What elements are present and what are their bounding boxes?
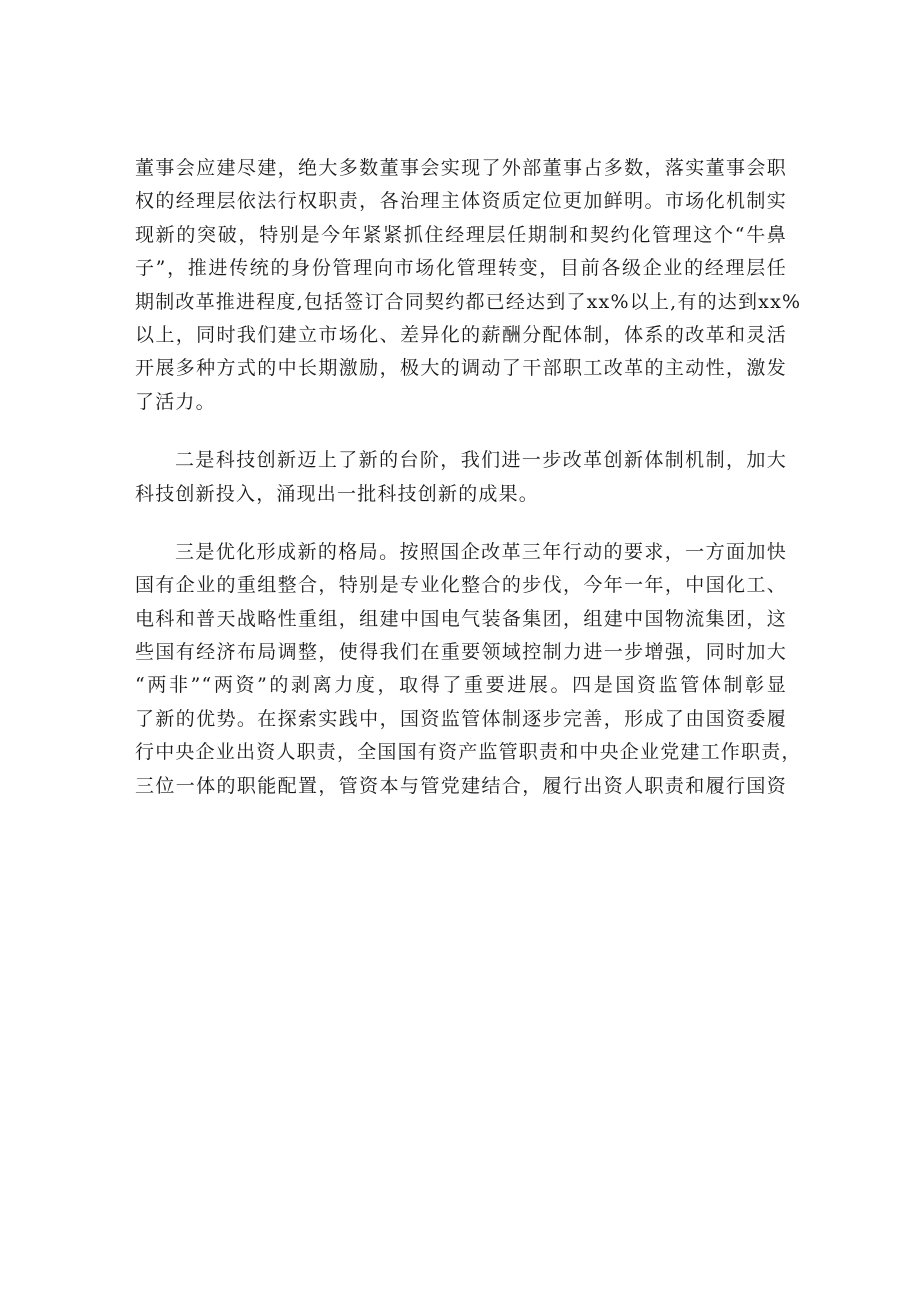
paragraph-line: 开展多种方式的中长期激励，极大的调动了干部职工改革的主动性，激发 <box>135 357 787 380</box>
paragraph-line: 三是优化形成新的格局。按照国企改革三年行动的要求，一方面加快 <box>175 540 787 563</box>
document-body <box>135 152 802 828</box>
paragraph-3 <box>135 536 802 803</box>
paragraph-line: 科技创新投入，涌现出一批科技创新的成果。 <box>135 482 540 505</box>
paragraph-line: “两非”“两资”的剥离力度，取得了重要进展。四是国资监管体制彰显 <box>135 674 787 697</box>
paragraph-line: 现新的突破，特别是今年紧紧抓住经理层任期制和契约化管理这个“牛鼻 <box>135 223 787 246</box>
paragraph-line: 电科和普天战略性重组，组建中国电气装备集团，组建中国物流集团，这 <box>135 607 787 630</box>
paragraph-line: 了新的优势。在探索实践中，国资监管体制逐步完善，形成了由国资委履 <box>135 707 787 730</box>
paragraph-line: 以上，同时我们建立市场化、差异化的薪酬分配体制，体系的改革和灵活 <box>135 323 787 346</box>
paragraph-line: 了活力。 <box>135 390 216 413</box>
paragraph-1 <box>135 152 802 419</box>
paragraph-line: 子”，推进传统的身份管理向市场化管理转变，目前各级企业的经理层任 <box>135 257 787 280</box>
paragraph-line: 权的经理层依法行权职责，各治理主体资质定位更加鲜明。市场化机制实 <box>135 190 787 213</box>
paragraph-line: 些国有经济布局调整，使得我们在重要领域控制力进一步增强，同时加大 <box>135 641 787 664</box>
paragraph-line: 期制改革推进程度,包括签订合同契约都已经达到了xx%以上,有的达到xx% <box>135 290 802 313</box>
paragraph-line: 董事会应建尽建，绝大多数董事会实现了外部董事占多数，落实董事会职 <box>135 157 787 179</box>
paragraph-2 <box>135 444 787 511</box>
paragraph-line: 国有企业的重组整合，特别是专业化整合的步伐，今年一年，中国化工、 <box>135 574 787 597</box>
paragraph-line: 行中央企业出资人职责，全国国有资产监管职责和中央企业党建工作职责， <box>135 741 802 764</box>
paragraph-line: 二是科技创新迈上了新的台阶，我们进一步改革创新体制机制，加大 <box>175 449 787 472</box>
paragraph-line: 三位一体的职能配置，管资本与管党建结合，履行出资人职责和履行国资 <box>135 774 787 797</box>
